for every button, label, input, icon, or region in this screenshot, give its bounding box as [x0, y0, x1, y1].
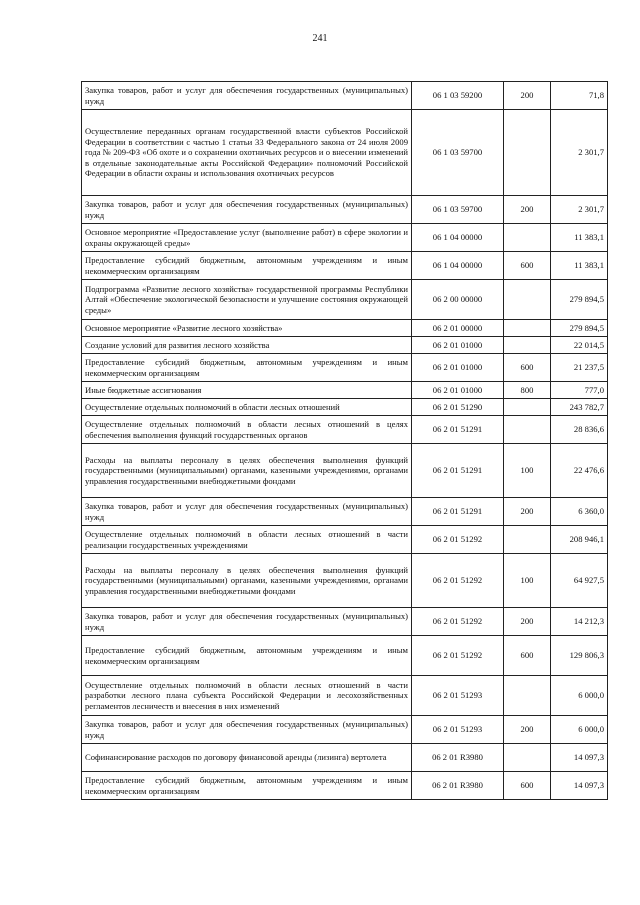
row-expense-type: 200 — [504, 716, 551, 744]
row-expense-type — [504, 280, 551, 320]
row-description: Предоставление субсидий бюджетным, автономным учреждениям и иным некоммерческим организациям — [82, 772, 412, 800]
row-target-code: 06 2 01 51293 — [412, 676, 504, 716]
table-row — [82, 498, 608, 526]
row-amount: 28 836,6 — [551, 416, 608, 444]
row-expense-type — [504, 399, 551, 416]
row-target-code: 06 2 01 51292 — [412, 554, 504, 608]
row-expense-type: 200 — [504, 82, 551, 110]
row-target-code: 06 2 01 51291 — [412, 444, 504, 498]
row-description: Предоставление субсидий бюджетным, автономным учреждениям и иным некоммерческим организациям — [82, 354, 412, 382]
row-amount: 14 212,3 — [551, 608, 608, 636]
row-expense-type: 600 — [504, 636, 551, 676]
row-description: Софинансирование расходов по договору финансовой аренды (лизинга) вертолета — [82, 744, 412, 772]
table-row — [82, 224, 608, 252]
row-description: Осуществление отдельных полномочий в области лесных отношений в целях обеспечения выполнения функций государственных органов — [82, 416, 412, 444]
row-description: Осуществление отдельных полномочий в области лесных отношений в части реализации государственных учреждениями — [82, 526, 412, 554]
row-description: Иные бюджетные ассигнования — [82, 382, 412, 399]
row-description: Предоставление субсидий бюджетным, автономным учреждениям и иным некоммерческим организациям — [82, 252, 412, 280]
table-row — [82, 444, 608, 498]
row-description: Предоставление субсидий бюджетным, автономным учреждениям и иным некоммерческим организациям — [82, 636, 412, 676]
row-target-code: 06 2 01 R3980 — [412, 744, 504, 772]
table-row — [82, 354, 608, 382]
table-row — [82, 554, 608, 608]
table-row — [82, 526, 608, 554]
row-amount: 279 894,5 — [551, 320, 608, 337]
table-row — [82, 252, 608, 280]
table-row — [82, 399, 608, 416]
row-target-code: 06 2 01 51290 — [412, 399, 504, 416]
row-amount: 777,0 — [551, 382, 608, 399]
row-target-code: 06 2 01 51292 — [412, 636, 504, 676]
row-target-code: 06 1 03 59700 — [412, 110, 504, 196]
row-target-code: 06 2 01 51291 — [412, 416, 504, 444]
row-target-code: 06 2 01 00000 — [412, 320, 504, 337]
row-amount: 22 014,5 — [551, 337, 608, 354]
table-row — [82, 82, 608, 110]
row-description: Закупка товаров, работ и услуг для обеспечения государственных (муниципальных) нужд — [82, 82, 412, 110]
row-amount: 6 000,0 — [551, 676, 608, 716]
table-row — [82, 110, 608, 196]
row-expense-type: 600 — [504, 252, 551, 280]
row-target-code: 06 1 04 00000 — [412, 224, 504, 252]
row-description: Закупка товаров, работ и услуг для обеспечения государственных (муниципальных) нужд — [82, 608, 412, 636]
row-amount: 129 806,3 — [551, 636, 608, 676]
row-expense-type — [504, 337, 551, 354]
row-expense-type — [504, 416, 551, 444]
row-amount: 11 383,1 — [551, 224, 608, 252]
row-expense-type — [504, 320, 551, 337]
row-target-code: 06 1 03 59200 — [412, 82, 504, 110]
row-target-code: 06 2 01 51292 — [412, 526, 504, 554]
table-row — [82, 636, 608, 676]
row-description: Закупка товаров, работ и услуг для обеспечения государственных (муниципальных) нужд — [82, 196, 412, 224]
table-row — [82, 416, 608, 444]
row-description: Основное мероприятие «Развитие лесного хозяйства» — [82, 320, 412, 337]
row-target-code: 06 2 01 51293 — [412, 716, 504, 744]
table-row — [82, 382, 608, 399]
row-amount: 21 237,5 — [551, 354, 608, 382]
page-number: 241 — [312, 33, 328, 44]
row-amount: 71,8 — [551, 82, 608, 110]
row-expense-type: 800 — [504, 382, 551, 399]
row-target-code: 06 2 01 R3980 — [412, 772, 504, 800]
row-target-code: 06 2 01 01000 — [412, 337, 504, 354]
row-amount: 208 946,1 — [551, 526, 608, 554]
row-expense-type — [504, 744, 551, 772]
row-expense-type — [504, 526, 551, 554]
row-expense-type — [504, 676, 551, 716]
row-description: Осуществление отдельных полномочий в области лесных отношений — [82, 399, 412, 416]
row-description: Расходы на выплаты персоналу в целях обеспечения выполнения функций государственными (муниципальными) органами, казенными учреждениями, органами управления государственными внебюджетными фондами — [82, 444, 412, 498]
table-row — [82, 196, 608, 224]
row-amount: 2 301,7 — [551, 196, 608, 224]
row-target-code: 06 2 01 01000 — [412, 382, 504, 399]
table-row — [82, 716, 608, 744]
row-amount: 14 097,3 — [551, 744, 608, 772]
row-amount: 22 476,6 — [551, 444, 608, 498]
row-target-code: 06 2 01 01000 — [412, 354, 504, 382]
table-row — [82, 676, 608, 716]
row-amount: 243 782,7 — [551, 399, 608, 416]
row-description: Основное мероприятие «Предоставление услуг (выполнение работ) в сфере экологии и охраны окружающей среды» — [82, 224, 412, 252]
budget-table — [81, 81, 608, 800]
table-row — [82, 608, 608, 636]
row-description: Подпрограмма «Развитие лесного хозяйства» государственной программы Республики Алтай «Обеспечение экологической безопасности и улучшение состояния окружающей среды» — [82, 280, 412, 320]
row-description: Осуществление отдельных полномочий в области лесных отношений в части разработки лесного плана субъекта Российской Федерации и лесохозяйственных регламентов лесничеств и внесения в них изменений — [82, 676, 412, 716]
budget-table-body — [82, 82, 608, 800]
row-amount: 279 894,5 — [551, 280, 608, 320]
row-target-code: 06 2 00 00000 — [412, 280, 504, 320]
row-description: Закупка товаров, работ и услуг для обеспечения государственных (муниципальных) нужд — [82, 498, 412, 526]
row-target-code: 06 2 01 51292 — [412, 608, 504, 636]
row-amount: 11 383,1 — [551, 252, 608, 280]
row-description: Осуществление переданных органам государственной власти субъектов Российской Федерации в соответствии с частью 1 статьи 33 Федерального закона от 24 июля 2009 года № 209-ФЗ «Об охоте и о сохранении охотничьих ресурсов и о внесении изменений в отдельные законодательные акты Российской Федерации» полномочий Российской Федерации в области охраны и использования охотничьих ресурсов — [82, 110, 412, 196]
row-expense-type: 200 — [504, 196, 551, 224]
row-expense-type: 100 — [504, 444, 551, 498]
table-row — [82, 280, 608, 320]
row-amount: 6 360,0 — [551, 498, 608, 526]
row-expense-type: 200 — [504, 498, 551, 526]
table-row — [82, 744, 608, 772]
table-row — [82, 337, 608, 354]
row-target-code: 06 1 03 59700 — [412, 196, 504, 224]
row-description: Создание условий для развития лесного хозяйства — [82, 337, 412, 354]
row-target-code: 06 2 01 51291 — [412, 498, 504, 526]
row-amount: 64 927,5 — [551, 554, 608, 608]
row-amount: 2 301,7 — [551, 110, 608, 196]
table-row — [82, 320, 608, 337]
row-expense-type: 200 — [504, 608, 551, 636]
row-description: Расходы на выплаты персоналу в целях обеспечения выполнения функций государственными (муниципальными) органами, казенными учреждениями, органами управления государственными внебюджетными фондами — [82, 554, 412, 608]
row-description: Закупка товаров, работ и услуг для обеспечения государственных (муниципальных) нужд — [82, 716, 412, 744]
row-expense-type: 600 — [504, 354, 551, 382]
row-expense-type: 100 — [504, 554, 551, 608]
row-amount: 6 000,0 — [551, 716, 608, 744]
row-expense-type — [504, 224, 551, 252]
row-amount: 14 097,3 — [551, 772, 608, 800]
row-expense-type — [504, 110, 551, 196]
row-target-code: 06 1 04 00000 — [412, 252, 504, 280]
table-row — [82, 772, 608, 800]
row-expense-type: 600 — [504, 772, 551, 800]
